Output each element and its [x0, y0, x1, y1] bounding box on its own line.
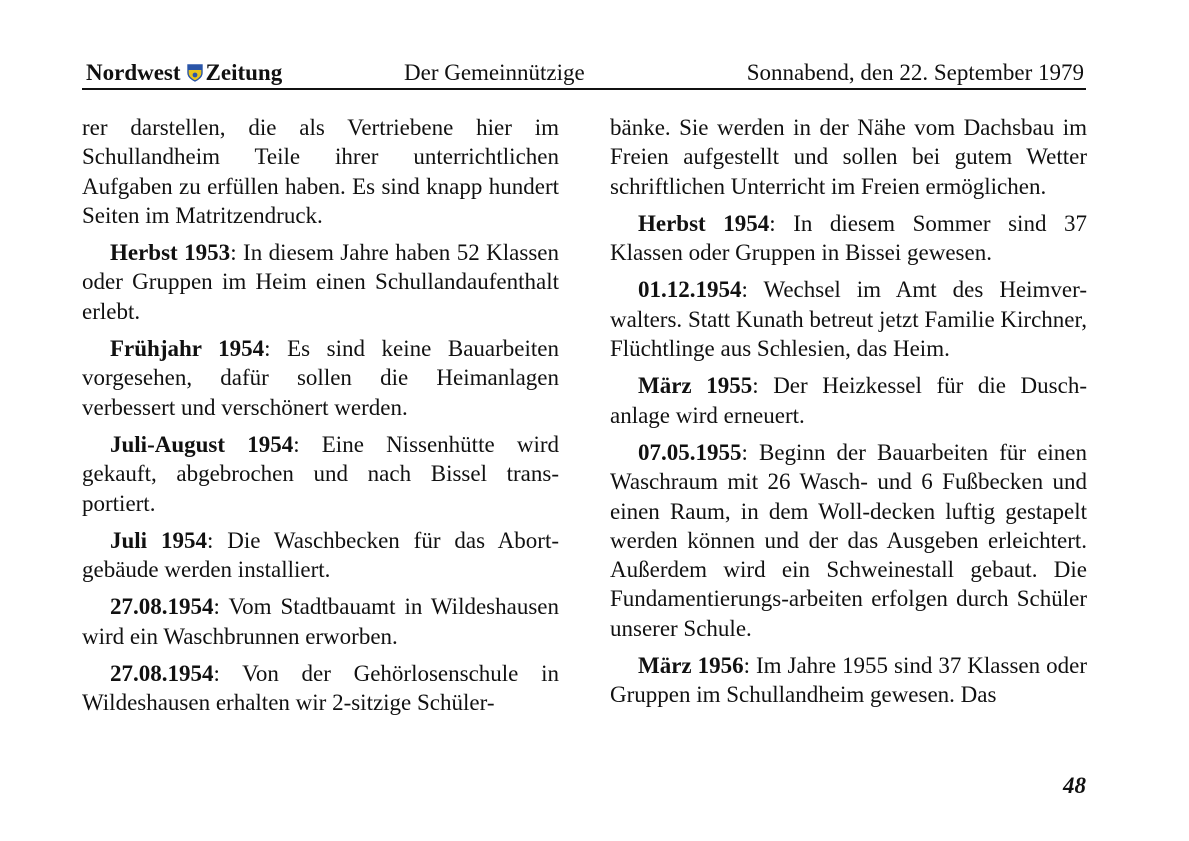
paragraph-text: : Wechsel im Amt des Heimver-walters. Statt Kunath betreut jetzt Familie Kirchner, Flüchtlinge aus Schlesien, das Heim.: [610, 277, 1087, 362]
brand-name-right: Zeitung: [205, 60, 283, 85]
header-rule: [82, 88, 1086, 90]
paragraph: [82, 113, 559, 230]
paragraph: [610, 651, 1087, 710]
newspaper-brand: [86, 58, 282, 88]
paragraph: [82, 592, 559, 651]
left-column: [82, 113, 559, 726]
paragraph-text: : Im Jahre 1955 sind 37 Klassen oder Gruppen im Schullandheim gewesen. Das: [610, 653, 1087, 708]
paragraph: [610, 209, 1087, 268]
paragraph-lead: März 1956: [638, 653, 744, 679]
page-number: 48: [1063, 773, 1086, 798]
paragraph-text: : In diesem Sommer sind 37 Klassen oder Gruppen in Bissei gewesen.: [610, 210, 1087, 266]
paragraph-text: bänke. Sie werden in der Nähe vom Dachsbau im Freien aufgestellt und sollen bei gutem Wetter schriftlichen Unterricht im Freien ermöglichen.: [610, 115, 1087, 199]
publication-title: Der Gemeinnützige: [404, 60, 585, 85]
paragraph: [82, 659, 559, 718]
paragraph: [610, 113, 1087, 201]
paragraph-text: : Der Heizkessel für die Dusch-anlage wird erneuert.: [610, 373, 1087, 428]
paragraph-lead: 07.05.1955: [638, 439, 742, 465]
paragraph-lead: Frühjahr 1954: [110, 336, 265, 362]
paragraph-text: : Beginn der Bauarbeiten für einen Waschraum mit 26 Wasch- und 6 Fußbecken und einen Raum, in dem Woll-decken luftig gestapelt werden können und der das Ausgeben erleichtert. Außerdem wird ein Schweinestall gebaut. Die Fundamentierungs-arbeiten erfolgen durch Schüler unserer Schule.: [610, 439, 1087, 641]
paragraph-text: rer darstellen, die als Vertriebene hier im Schullandheim Teile ihrer unterrichtlichen Aufgaben zu erfüllen haben. Es sind knapp hundert Seiten im Matritzendruck.: [82, 115, 559, 228]
paragraph-text: : In diesem Jahre haben 52 Klassen oder Gruppen im Heim einen Schullandaufenthalt erlebt.: [82, 240, 559, 324]
paragraph-lead: 01.12.1954: [638, 277, 742, 303]
paragraph-lead: Herbst 1953: [110, 240, 231, 266]
brand-name-left: Nordwest: [86, 60, 181, 85]
paragraph-lead: Juli 1954: [110, 527, 207, 553]
paragraph-text: : Die Waschbecken für das Abort-gebäude werden installiert.: [82, 527, 559, 583]
right-column: [610, 113, 1087, 718]
paragraph-lead: März 1955: [638, 373, 753, 399]
paragraph: [82, 334, 559, 422]
paragraph-lead: Herbst 1954: [638, 210, 770, 236]
paragraph: [82, 430, 559, 518]
paragraph-text: : Vom Stadtbauamt in Wildeshausen wird ein Waschbrunnen erworben.: [82, 594, 559, 649]
paragraph-text: : Eine Nissenhütte wird gekauft, abgebrochen und nach Bissel trans-portiert.: [82, 431, 559, 516]
paragraph-text: : Es sind keine Bauarbeiten vorgesehen, dafür sollen die Heimanlagen verbessert und verschönert werden.: [82, 336, 559, 420]
paragraph-lead: Juli-August 1954: [110, 431, 294, 457]
paragraph: [610, 371, 1087, 430]
paragraph: [610, 275, 1087, 363]
paragraph-text: : Von der Gehörlosenschule in Wildeshausen erhalten wir 2-sitzige Schüler-: [82, 661, 559, 716]
publication-date: Sonnabend, den 22. September 1979: [746, 60, 1084, 85]
page-header: [82, 58, 1086, 88]
paragraph: [82, 238, 559, 326]
paragraph: [610, 438, 1087, 643]
paragraph-lead: 27.08.1954: [110, 594, 214, 620]
paragraph: [82, 526, 559, 585]
crest-icon: [187, 64, 203, 82]
paragraph-lead: 27.08.1954: [110, 661, 214, 687]
